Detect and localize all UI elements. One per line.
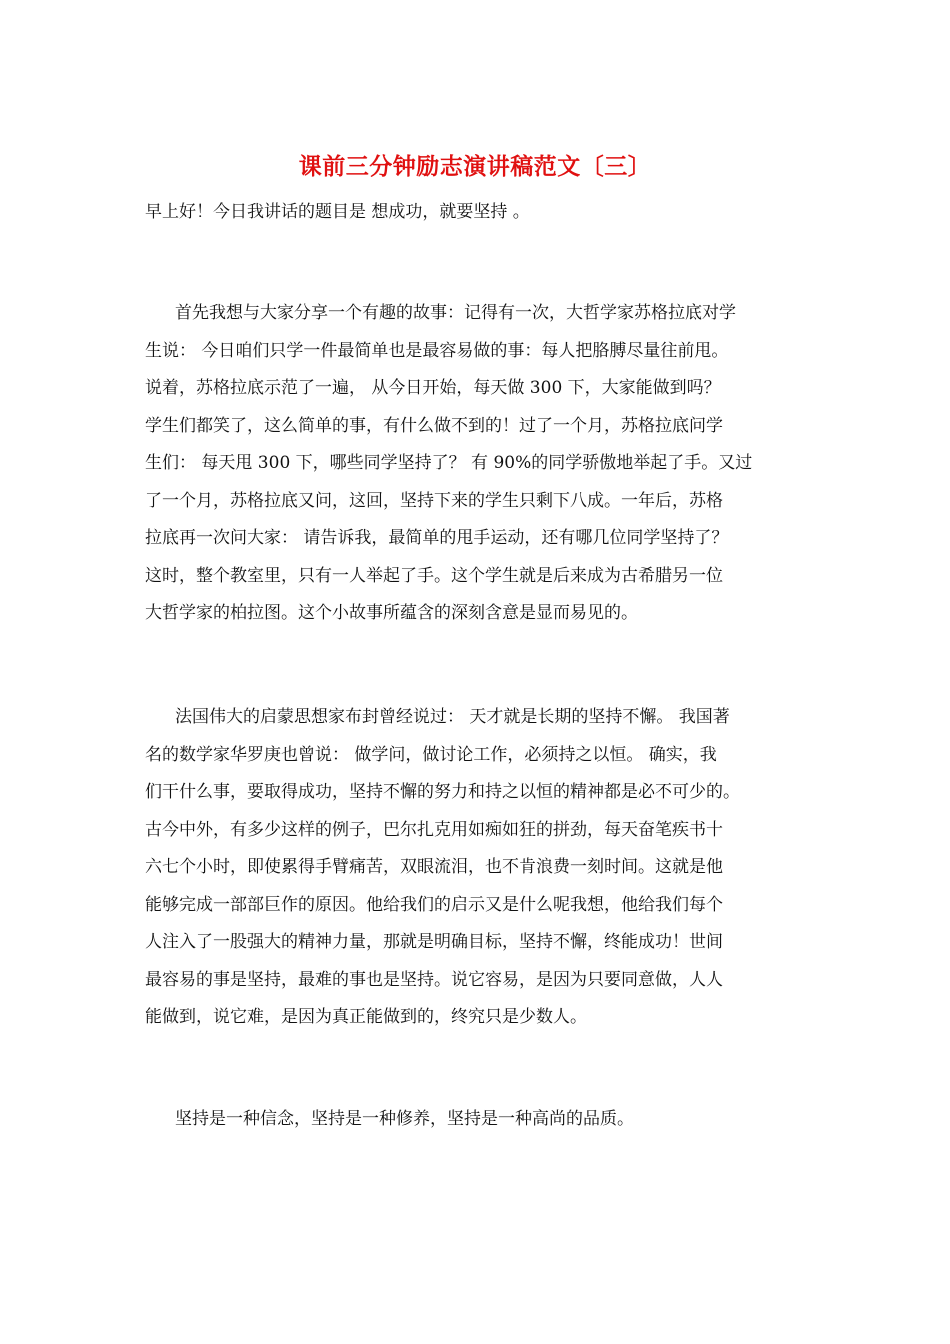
paragraph-line: 们干什么事，要取得成功，坚持不懈的努力和持之以恒的精神都是必不可少的。 [145, 782, 740, 802]
paragraph-line: 了一个月，苏格拉底又问，这回，坚持下来的学生只剩下八成。一年后，苏格 [145, 490, 723, 511]
paragraph-line: 能够完成一部部巨作的原因。他给我们的启示又是什么呢我想，他给我们每个 [145, 894, 723, 915]
greeting-line: 早上好！今日我讲话的题目是 想成功，就要坚持 。 [145, 202, 530, 222]
paragraph-line: 学生们都笑了，这么简单的事，有什么做不到的！过了一个月，苏格拉底问学 [145, 415, 723, 436]
paragraph-line: 首先我想与大家分享一个有趣的故事：记得有一次，大哲学家苏格拉底对学 [175, 303, 736, 323]
paragraph-line: 人注入了一股强大的精神力量，那就是明确目标，坚持不懈，终能成功！世间 [145, 932, 723, 952]
paragraph-story [145, 300, 807, 638]
paragraph-line: 名的数学家华罗庚也曾说： 做学问，做讨论工作，必须持之以恒。 确实，我 [145, 744, 717, 765]
document-title: 课前三分钟励志演讲稿范文〔三〕 [298, 153, 652, 180]
paragraph-line: 说着，苏格拉底示范了一遍， 从今日开始，每天做 300 下，大家能做到吗？ [145, 378, 721, 398]
paragraph-line: 大哲学家的柏拉图。这个小故事所蕴含的深刻含意是显而易见的。 [145, 603, 638, 623]
paragraph-line: 生说： 今日咱们只学一件最简单也是最容易做的事：每人把胳膊尽量往前甩。 [145, 340, 729, 361]
paragraph-line: 最容易的事是坚持，最难的事也是坚持。说它容易，是因为只要同意做，人人 [145, 969, 723, 990]
paragraph-quotes [145, 704, 807, 1042]
paragraph-line: 生们： 每天甩 300 下，哪些同学坚持了？ 有 90%的同学骄傲地举起了手。又过 [145, 453, 753, 473]
paragraph-conclusion [145, 1106, 807, 1144]
paragraph-line: 坚持是一种信念，坚持是一种修养，坚持是一种高尚的品质。 [175, 1109, 634, 1129]
paragraph-line: 这时，整个教室里，只有一人举起了手。这个学生就是后来成为古希腊另一位 [145, 565, 723, 586]
paragraph-line: 六七个小时，即使累得手臂痛苦，双眼流泪，也不肯浪费一刻时间。这就是他 [145, 857, 723, 877]
paragraph-line: 能做到，说它难，是因为真正能做到的，终究只是少数人。 [145, 1007, 587, 1027]
paragraph-line: 古今中外，有多少这样的例子，巴尔扎克用如痴如狂的拼劲，每天奋笔疾书十 [145, 819, 723, 840]
paragraph-line: 法国伟大的启蒙思想家布封曾经说过： 天才就是长期的坚持不懈。 我国著 [175, 707, 730, 727]
paragraph-line: 拉底再一次问大家： 请告诉我，最简单的甩手运动，还有哪几位同学坚持了？ [145, 528, 729, 548]
